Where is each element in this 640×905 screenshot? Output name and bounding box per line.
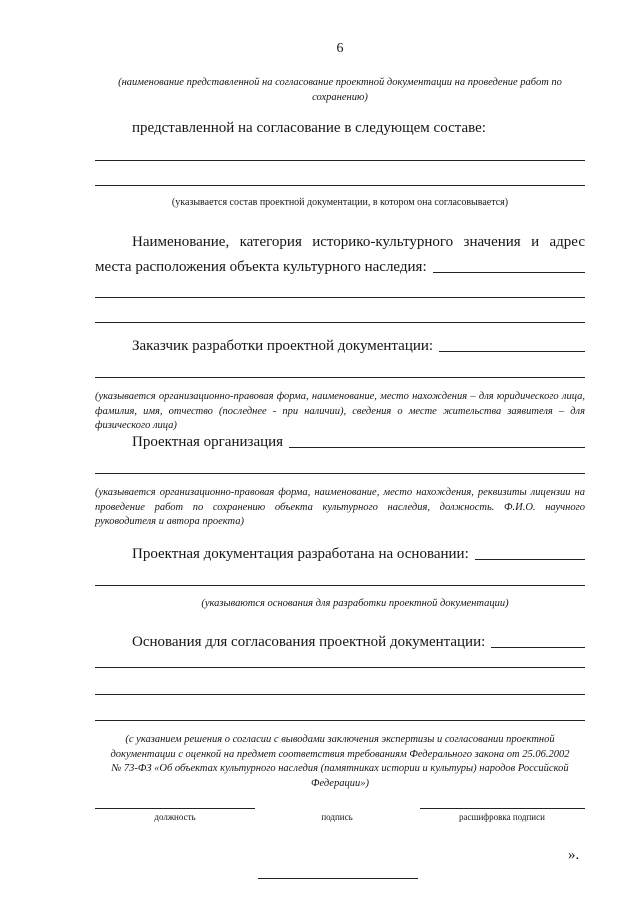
customer-note-line: фамилия, имя, отчество (последнее - при наличии), сведения о месте жительства заявителя – для: [95, 405, 585, 417]
position-signature-line: [95, 808, 255, 809]
composition-note: (указывается состав проектной документации, в котором она согласовывается): [171, 197, 509, 208]
footer-separator-line: [258, 878, 418, 879]
org-fill-line: [289, 446, 585, 448]
approval-note: [95, 733, 585, 791]
object-address-row: [95, 257, 585, 277]
approval-fill-line: [491, 646, 585, 648]
org-note-line: руководителя и автора проекта): [95, 516, 244, 528]
composition-line-2: [95, 185, 585, 186]
signature-label: подпись: [321, 812, 353, 822]
approval-line-3: [95, 720, 585, 721]
customer-label: Заказчик разработки проектной документации:: [132, 338, 434, 354]
object-label-line-2: места расположения объекта культурного наследия:: [95, 259, 427, 275]
customer-fill-line: [439, 350, 585, 352]
object-label-line-1: Наименование, категория историко-культурного значения и адрес: [132, 234, 585, 250]
org-note-line: проведение работ по сохранению объекта культурного наследия, должность. Ф.И.О. научного: [95, 501, 585, 513]
approval-row: [132, 632, 585, 652]
header-note: [95, 76, 585, 105]
org-note: [95, 486, 585, 530]
object-address-fill-line: [433, 271, 585, 273]
basis-line: [95, 585, 585, 586]
approval-line-2: [95, 694, 585, 695]
basis-row: [132, 544, 585, 564]
object-line-2: [95, 322, 585, 323]
approval-note-line: (с указанием решения о согласии с выводами заключения экспертизы и согласовании проектной: [125, 734, 555, 745]
approval-note-line: № 73-ФЗ «Об объектах культурного наследия (памятниках истории и культуры) народов Российской: [111, 763, 569, 775]
composition-intro: представленной на согласование в следующем составе:: [132, 120, 486, 136]
customer-note-line: (указывается организационно-правовая форма, наименование, место нахождения – для юридического лица,: [95, 391, 585, 402]
customer-note-line: физического лица): [95, 420, 177, 432]
basis-fill-line: [475, 558, 585, 560]
name-decoding-label: расшифровка подписи: [459, 812, 545, 822]
org-note-line: (указывается организационно-правовая форма, наименование, место нахождения, реквизиты лицензии на: [95, 487, 585, 498]
basis-label: Проектная документация разработана на основании:: [132, 546, 469, 562]
composition-line-1: [95, 160, 585, 161]
position-label: должность: [154, 812, 196, 822]
approval-note-line: документации с оценкой на предмет соответствия требованиям Федерального закона от 25.06.2002: [110, 748, 570, 760]
name-signature-line: [420, 808, 585, 809]
org-row: [132, 432, 585, 452]
header-note-line: (наименование представленной на согласование проектной документации на проведение работ по: [118, 77, 562, 88]
customer-line: [95, 377, 585, 378]
approval-line-1: [95, 667, 585, 668]
org-line: [95, 473, 585, 474]
object-line-1: [95, 297, 585, 298]
basis-note: (указываются основания для разработки проектной документации): [201, 598, 509, 609]
closing-quote: ».: [568, 847, 580, 863]
org-label: Проектная организация: [132, 434, 284, 450]
header-note-line: сохранению): [312, 91, 368, 103]
customer-row: [132, 336, 585, 356]
approval-note-line: Федерации»): [311, 777, 369, 789]
page-number: 6: [336, 41, 344, 56]
customer-note: [95, 390, 585, 434]
approval-label: Основания для согласования проектной документации:: [132, 634, 486, 650]
